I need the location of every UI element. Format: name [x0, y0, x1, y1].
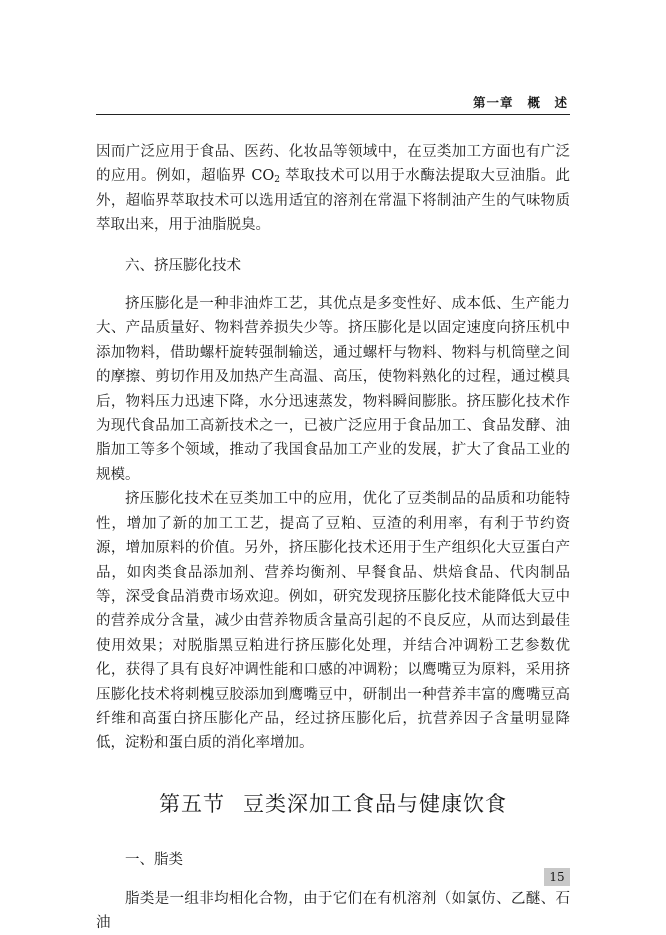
page-number: 15: [544, 868, 570, 886]
section-number: 第五节: [159, 791, 225, 816]
paragraph-1-text-a: 因而广泛应用于食品、医药、化妆品等领域中，在豆类加工方面也有广泛的应用。例如，超临界 CO: [96, 144, 570, 185]
header-chapter: 第一章: [472, 95, 514, 110]
header-title: 概 述: [527, 95, 568, 110]
page-content: [96, 140, 570, 935]
section-title-text: 豆类深加工食品与健康饮食: [243, 791, 507, 816]
paragraph-lipids: 脂类是一组非均相化合物，由于它们在有机溶剂（如氯仿、乙醚、石油: [96, 890, 570, 931]
co2-subscript: 2: [274, 175, 281, 186]
subheading-extrusion: 六、挤压膨化技术: [125, 257, 241, 274]
section-title: [96, 792, 570, 816]
running-header: [96, 90, 570, 115]
running-header-text: [473, 93, 568, 111]
subheading-lipids: 一、脂类: [125, 852, 183, 869]
paragraph-2: 挤压膨化是一种非油炸工艺，其优点是多变性好、成本低、生产能力大、产品质量好、物料营养损失少等。挤压膨化是以固定速度向挤压机中添加物料，借助螺杆旋转强制输送，通过螺杆与物料、物料与机筒壁之间的摩擦、剪切作用及加热产生高温、高压，使物料熟化的过程，通过模具后，物料压力迅速下降，水分迅速蒸发，物料瞬间膨胀。挤压膨化技术作为现代食品加工高新技术之一，已被广泛应用于食品加工、食品发酵、油脂加工等多个领域，推动了我国食品加工产业的发展，扩大了食品工业的规模。: [96, 296, 570, 483]
paragraph-3: 挤压膨化技术在豆类加工中的应用，优化了豆类制品的品质和功能特性，增加了新的加工工艺，提高了豆粕、豆渣的利用率，有利于节约资源，增加原料的价值。另外，挤压膨化技术还用于生产组织化大豆蛋白产品，如肉类食品添加剂、营养均衡剂、早餐食品、烘焙食品、代肉制品等，深受食品消费市场欢迎。例如，研究发现挤压膨化技术能降低大豆中的营养成分含量，减少由营养物质含量高引起的不良反应，从而达到最佳使用效果；对脱脂黑豆粕进行挤压膨化处理，并结合冲调粉工艺参数优化，获得了具有良好冲调性能和口感的冲调粉；以鹰嘴豆为原料，采用挤压膨化技术将刺槐豆胶添加到鹰嘴豆中，研制出一种营养丰富的鹰嘴豆高纤维和高蛋白挤压膨化产品，经过挤压膨化后，抗营养因子含量明显降低，淀粉和蛋白质的消化率增加。: [96, 491, 570, 752]
paragraph-1: [96, 140, 570, 238]
paragraph-1-text-b: 萃取技术可以用于水酶法提取大豆油脂。此外，超临界萃取技术可以选用适宜的溶剂在常温下将制油产生的气味物质萃取出来，用于油脂脱臭。: [96, 168, 570, 234]
